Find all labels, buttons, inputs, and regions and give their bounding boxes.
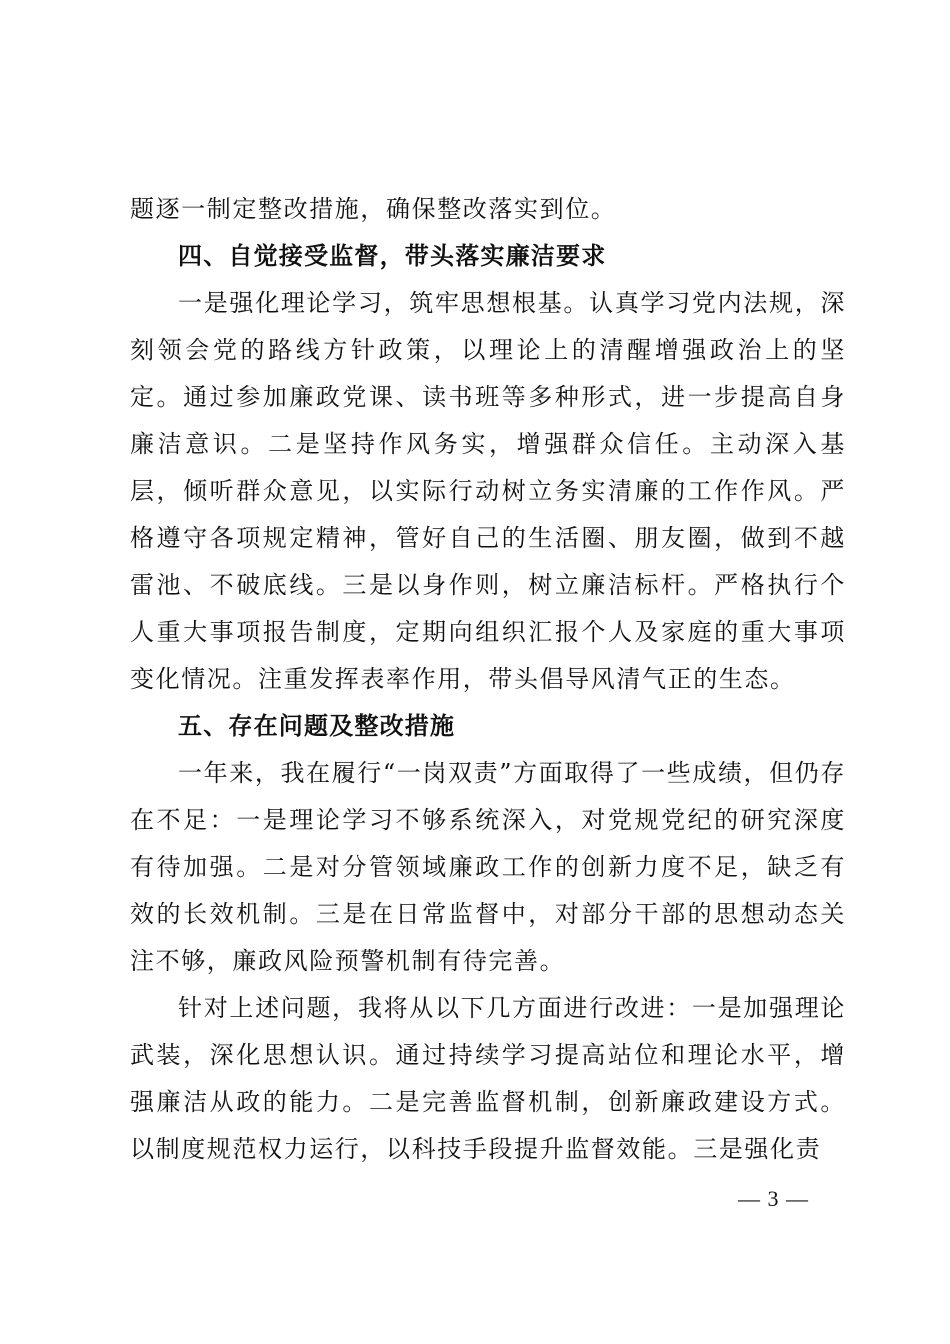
page-number: — 3 — [738,1186,809,1211]
paragraph-measures: 针对上述问题，我将从以下几方面进行改进：一是加强理论武装，深化思想认识。通过持续学习提高站位和理论水平，增强廉洁从政的能力。二是完善监督机制，创新廉政建设方式。以制度规范权力运行，以科技手段提升监督效能。三是强化责 [130,994,846,1163]
document-body [130,186,846,1173]
paragraph-problems: 一年来，我在履行“一岗双责”方面取得了一些成绩，但仍存在不足：一是理论学习不够系统深入，对党规党纪的研究深度有待加强。二是对分管领域廉政工作的创新力度不足，缺乏有效的长效机制。三是在日常监督中，对部分干部的思想动态关注不够，廉政风险预警机制有待完善。 [130,759,846,975]
paragraph-section-4: 一是强化理论学习，筑牢思想根基。认真学习党内法规，深刻领会党的路线方针政策，以理论上的清醒增强政治上的坚定。通过参加廉政党课、读书班等多种形式，进一步提高自身廉洁意识。二是坚持作风务实，增强群众信任。主动深入基层，倾听群众意见，以实际行动树立务实清廉的工作作风。严格遵守各项规定精神，管好自己的生活圈、朋友圈，做到不越雷池、不破底线。三是以身作则，树立廉洁标杆。严格执行个人重大事项报告制度，定期向组织汇报个人及家庭的重大事项变化情况。注重发挥表率作用，带头倡导风清气正的生态。 [130,289,846,693]
section-heading-4: 四、自觉接受监督，带头落实廉洁要求 [178,242,607,270]
section-heading-5: 五、存在问题及整改措施 [178,712,456,740]
paragraph-continuation: 题逐一制定整改措施，确保整改落实到位。 [130,195,617,223]
